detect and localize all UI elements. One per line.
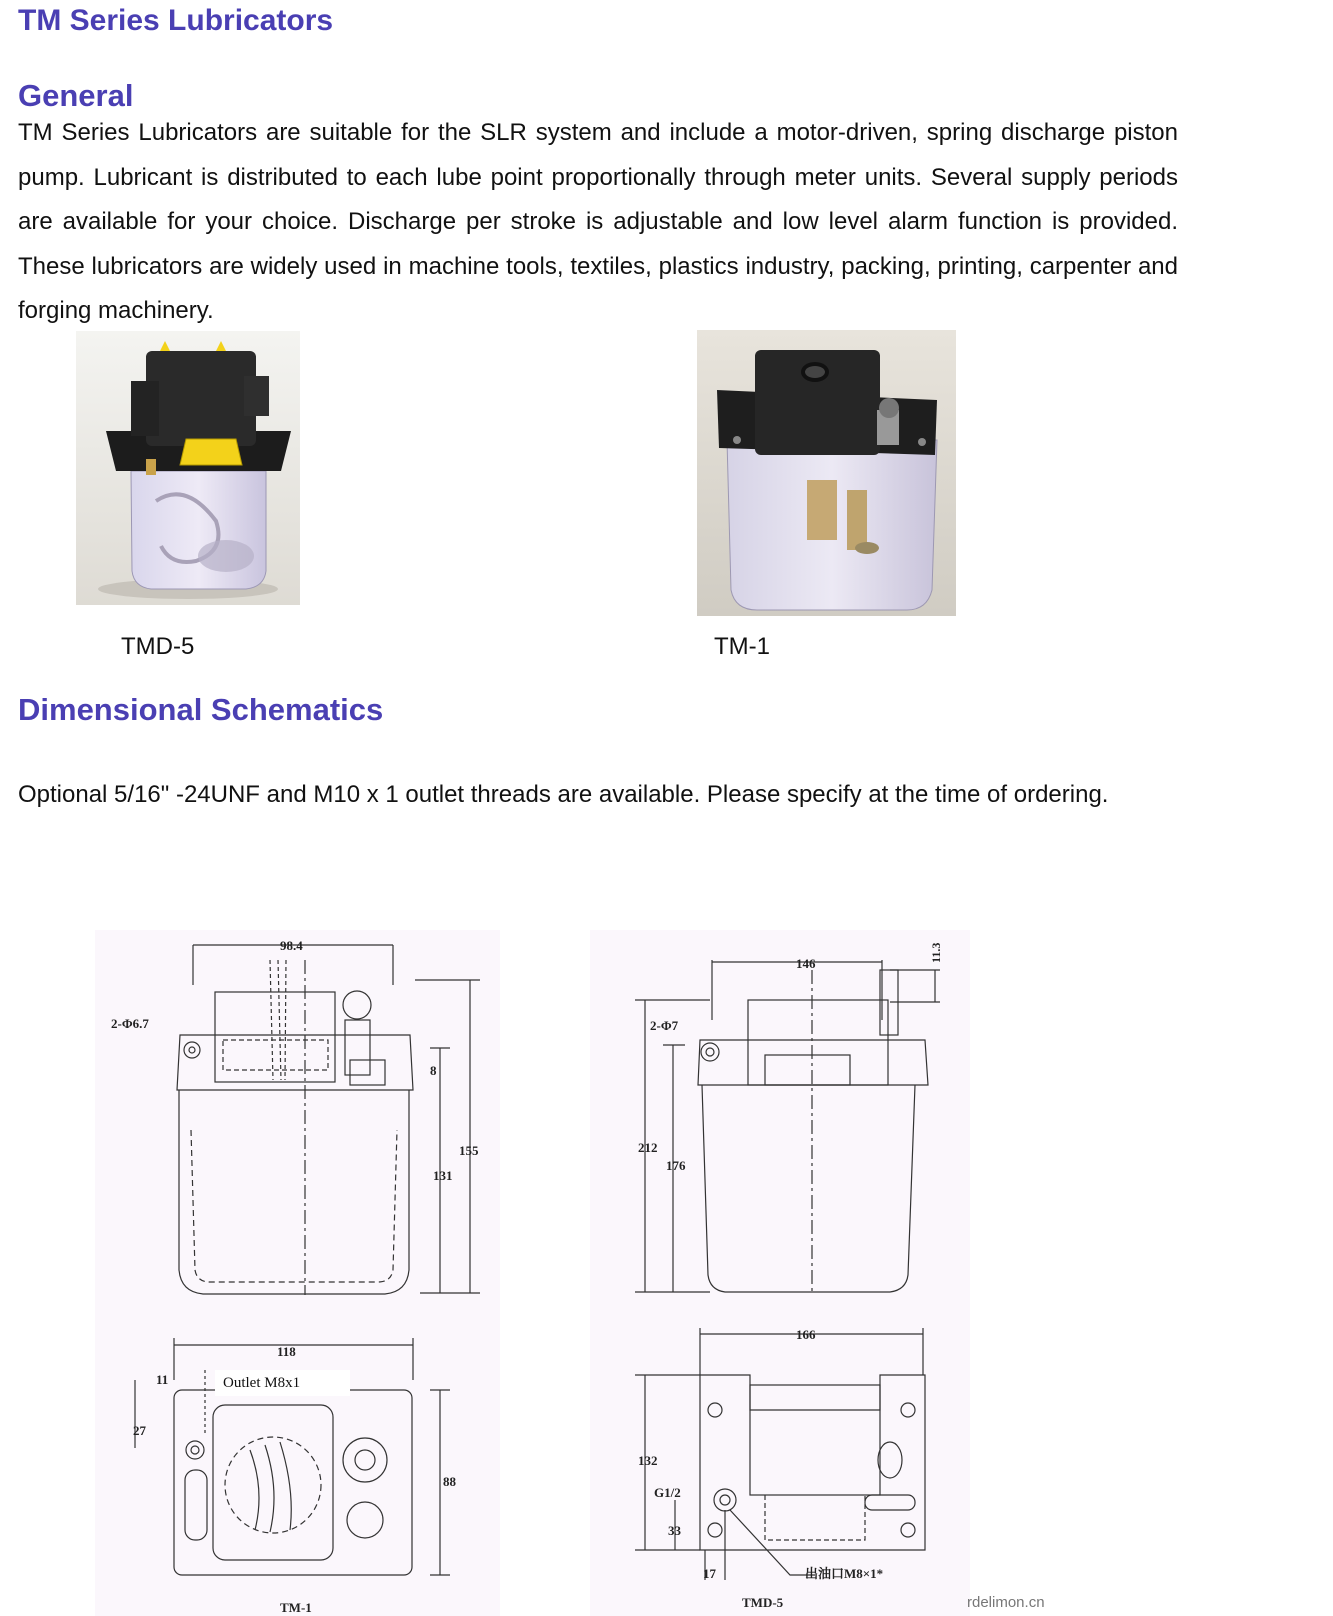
- dim-132: 132: [638, 1453, 658, 1468]
- schematic-name-tm1: TM-1: [280, 1600, 312, 1615]
- dim-8: 8: [430, 1063, 437, 1078]
- dimensional-heading: Dimensional Schematics: [18, 692, 384, 727]
- dim-176: 176: [666, 1158, 686, 1173]
- dim-166: 166: [796, 1327, 816, 1342]
- general-heading: General: [18, 78, 134, 113]
- outlet-label-tmd5: 出油口M8×1*: [805, 1566, 884, 1581]
- outlet-label-tm1: Outlet M8x1: [223, 1375, 301, 1391]
- dim-118: 118: [277, 1344, 296, 1359]
- tm1-caption: TM-1: [714, 633, 770, 660]
- dim-88: 88: [443, 1474, 456, 1489]
- dim-33: 33: [668, 1523, 681, 1538]
- page-title: TM Series Lubricators: [18, 4, 334, 37]
- dim-98-4: 98.4: [280, 938, 303, 953]
- tm1-photo: [697, 330, 956, 616]
- dim-holes-tm1: 2-Φ6.7: [111, 1016, 149, 1031]
- dim-155: 155: [459, 1143, 479, 1158]
- dim-holes-tmd5: 2-Φ7: [650, 1018, 679, 1033]
- dim-g1-2: G1/2: [654, 1485, 681, 1500]
- tmd5-caption: TMD-5: [121, 633, 195, 660]
- tmd5-schematic: [590, 930, 970, 1616]
- general-description: TM Series Lubricators are suitable for the SLR system and include a motor-driven, spring discharge piston pump. Lubricant is distributed to each lube point proportionally through meter units. Several supply periods are available for your choice. Discharge per stroke is adjustable and low level alarm function is provided. These lubricators are widely used in machine tools, textiles, plastics industry, packing, printing, carpenter and forging machinery.: [18, 119, 1178, 324]
- watermark: rdelimon.cn: [967, 1594, 1045, 1611]
- tm1-schematic: [95, 930, 500, 1616]
- dim-146: 146: [796, 956, 816, 971]
- tmd5-photo: [76, 331, 300, 605]
- dim-11-3: 11.3: [929, 942, 943, 963]
- dim-131: 131: [433, 1168, 453, 1183]
- dim-17: 17: [703, 1566, 716, 1581]
- dim-27: 27: [133, 1423, 146, 1438]
- dim-11: 11: [156, 1372, 169, 1387]
- dim-212: 212: [638, 1140, 658, 1155]
- dimensional-description: Optional 5/16" -24UNF and M10 x 1 outlet threads are available. Please specify at the time of ordering.: [18, 781, 1109, 808]
- schematic-name-tmd5: TMD-5: [742, 1595, 784, 1610]
